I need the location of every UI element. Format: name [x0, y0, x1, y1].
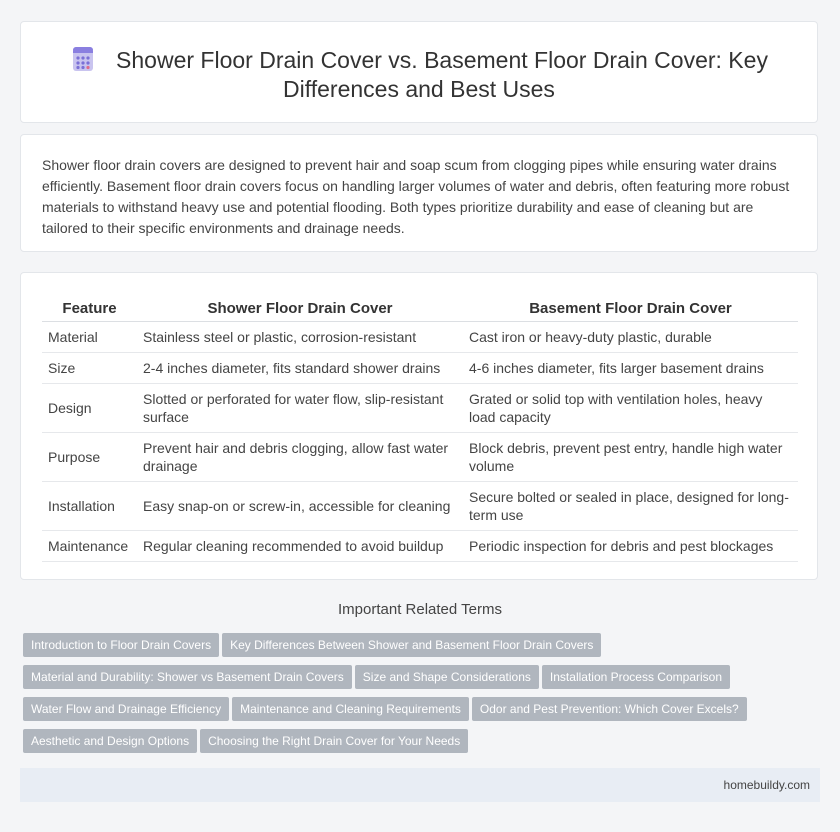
row-feature: Material: [42, 322, 137, 353]
row-basement-value: Cast iron or heavy-duty plastic, durable: [463, 322, 798, 353]
intro-paragraph: Shower floor drain covers are designed to prevent hair and soap scum from clogging pipes while ensuring water drains efficiently. Basement floor drain covers focus on handling larger volumes of water and debris, often featuring more robust materials to withstand heavy use and potential flooding. Both types prioritize durability and ease of cleaning but are tailored to their specific environments and drainage needs.: [42, 157, 790, 236]
row-shower-value: Easy snap-on or screw-in, accessible for cleaning: [137, 482, 463, 531]
header-card: [20, 21, 818, 123]
page-title-text: Shower Floor Drain Cover vs. Basement Floor Drain Cover: Key Differences and Best Uses: [116, 47, 768, 102]
related-tag-link[interactable]: Water Flow and Drainage Efficiency: [23, 697, 229, 721]
row-shower-value: Slotted or perforated for water flow, slip-resistant surface: [137, 384, 463, 433]
row-feature: Maintenance: [42, 531, 137, 562]
row-shower-value: Prevent hair and debris clogging, allow fast water drainage: [137, 433, 463, 482]
related-tag-link[interactable]: Key Differences Between Shower and Basement Floor Drain Covers: [222, 633, 601, 657]
related-tags: [23, 633, 803, 761]
table-row: [42, 384, 798, 433]
title-wrap: [61, 46, 777, 104]
related-tag-link[interactable]: Material and Durability: Shower vs Basement Drain Covers: [23, 665, 352, 689]
row-feature: Design: [42, 384, 137, 433]
row-feature: Size: [42, 353, 137, 384]
footer-site-link[interactable]: homebuildy.com: [723, 778, 810, 792]
table-row: [42, 322, 798, 353]
comparison-card: [20, 272, 818, 580]
intro-card: [20, 134, 818, 252]
row-feature: Installation: [42, 482, 137, 531]
related-terms-heading: Important Related Terms: [338, 601, 502, 618]
related-tag-link[interactable]: Aesthetic and Design Options: [23, 729, 197, 753]
header-basement: Basement Floor Drain Cover: [463, 293, 798, 322]
table-row: [42, 531, 798, 562]
related-tag-link[interactable]: Introduction to Floor Drain Covers: [23, 633, 219, 657]
row-basement-value: Secure bolted or sealed in place, designed for long-term use: [463, 482, 798, 531]
footer: [20, 768, 820, 802]
page-title: [61, 46, 777, 104]
row-basement-value: 4-6 inches diameter, fits larger basement drains: [463, 353, 798, 384]
row-shower-value: Regular cleaning recommended to avoid buildup: [137, 531, 463, 562]
related-tag-link[interactable]: Installation Process Comparison: [542, 665, 730, 689]
header-feature: Feature: [42, 293, 137, 322]
related-tag-link[interactable]: Size and Shape Considerations: [355, 665, 539, 689]
row-basement-value: Block debris, prevent pest entry, handle high water volume: [463, 433, 798, 482]
row-basement-value: Grated or solid top with ventilation holes, heavy load capacity: [463, 384, 798, 433]
table-header-row: [42, 293, 798, 322]
related-tag-link[interactable]: Maintenance and Cleaning Requirements: [232, 697, 469, 721]
table-row: [42, 482, 798, 531]
related-tag-link[interactable]: Choosing the Right Drain Cover for Your Needs: [200, 729, 468, 753]
row-shower-value: 2-4 inches diameter, fits standard shower drains: [137, 353, 463, 384]
table-row: [42, 353, 798, 384]
header-shower: Shower Floor Drain Cover: [137, 293, 463, 322]
comparison-table: [42, 293, 798, 562]
related-tag-link[interactable]: Odor and Pest Prevention: Which Cover Excels?: [472, 697, 747, 721]
row-feature: Purpose: [42, 433, 137, 482]
row-shower-value: Stainless steel or plastic, corrosion-resistant: [137, 322, 463, 353]
calculator-icon: [70, 46, 96, 72]
row-basement-value: Periodic inspection for debris and pest blockages: [463, 531, 798, 562]
table-row: [42, 433, 798, 482]
